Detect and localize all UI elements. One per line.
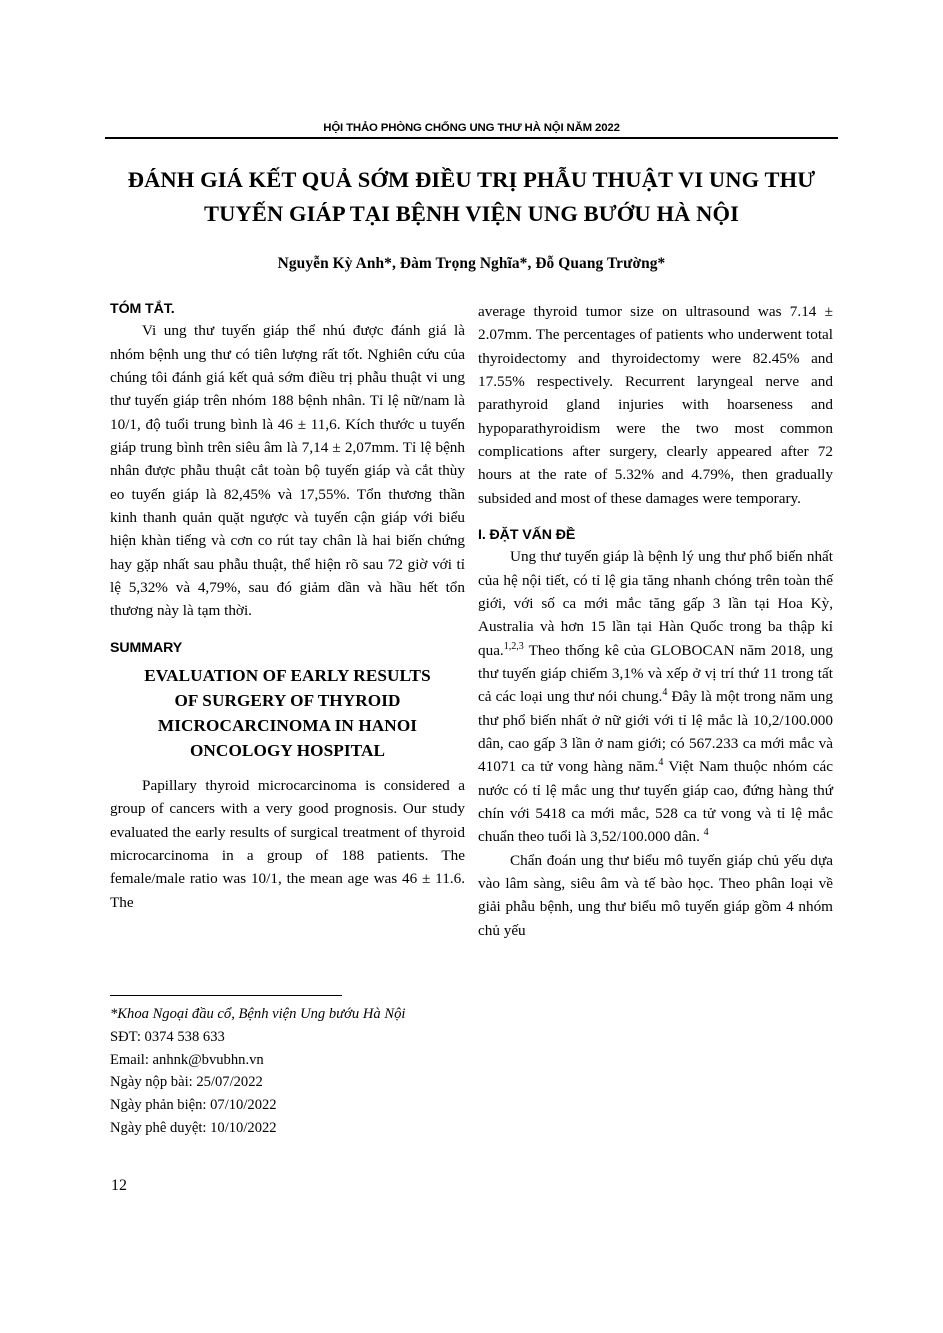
english-title: [110, 664, 465, 764]
abstract-paragraph-en-part1: Papillary thyroid microcarcinoma is considered a group of cancers with a very good prognosis. Our study evaluated the early results of surgical treatment of thyroid microcarcinoma in a group of 188 patients. The female/male ratio was 10/1, the mean age was 46 ± 11.6. The: [110, 776, 465, 911]
en-title-line-1: EVALUATION OF EARLY RESULTS: [144, 666, 431, 686]
abstract-paragraph-vi: Vi ung thư tuyến giáp thể nhú được đánh giá là nhóm bệnh ung thư có tiên lượng rất tốt. Nghiên cứu của chúng tôi đánh giá kết quả sớm điều trị phẫu thuật vi ung thư tuyến giáp trên nhóm 188 bệnh nhân. Tỉ lệ nữ/nam là 10/1, độ tuổi trung bình là 46 ± 11,6. Kích thước u tuyến giáp trung bình trên siêu âm là 7,14 ± 2,07mm. Tỉ lệ bệnh nhân được phẫu thuật cắt toàn bộ tuyến giáp và cắt thùy eo tuyến giáp là 82,45% và 17,55%. Tổn thương thần kinh thanh quản quặt ngược và tuyến cận giáp với biểu hiện khàn tiếng và cơn co rút tay chân là hai biến chứng hay gặp nhất sau phẫu thuật, thể hiện rõ sau 72 giờ với tỉ lệ 5,32% và 4,79%, sau đó giảm dần và hầu hết tổn thương này là tạm thời.: [110, 322, 465, 620]
footnote-email: Email: anhnk@bvubhn.vn: [110, 1051, 264, 1068]
right-column: [478, 300, 833, 942]
footnote-block: [110, 995, 465, 1140]
left-column: [110, 300, 465, 914]
running-head-rule: [105, 137, 838, 139]
intro-p1-segment-b: Theo thống kê của GLOBOCAN năm 2018, ung thư tuyến giáp chiếm 3,1% và xếp ở vị trí thứ 11 trong tất cả các loại ung thư nói chung.: [478, 641, 833, 706]
intro-p1-segment-c: Đây là một trong năm ung thư phổ biến nhất ở nữ giới với tỉ lệ mắc là 10,2/100.000 dân, cao gấp 3 lần ở nam giới; có 567.233 ca mới mắc và 41071 ca tử vong hàng năm.: [478, 688, 833, 776]
running-head-block: [105, 122, 838, 139]
intro-paragraph-1: [478, 545, 833, 848]
summary-heading-en: SUMMARY: [110, 639, 183, 656]
intro-p1-segment-a: Ung thư tuyến giáp là bệnh lý ung thư phổ biến nhất của hệ nội tiết, có tỉ lệ gia tăng nhanh chóng trên toàn thế giới, với số ca mới mắc tăng gấp 3 lần tại Hoa Kỳ, Australia và hơn 15 lần tại Hàn Quốc trong ba thập kỉ qua.: [478, 548, 833, 659]
running-head-text: HỘI THẢO PHÒNG CHỐNG UNG THƯ HÀ NỘI NĂM 2022: [323, 122, 620, 134]
authors-line: Nguyễn Kỳ Anh*, Đàm Trọng Nghĩa*, Đỗ Quang Trường*: [277, 255, 666, 272]
page-number: 12: [111, 1177, 127, 1194]
intro-p1-segment-d: Việt Nam thuộc nhóm các nước có tỉ lệ mắc ung thư tuyến giáp cao, đứng hàng thứ chín với 5418 ca mới mắc, 528 ca tử vong và tỉ lệ mắc chuẩn theo tuổi là 3,52/100.000 dân.: [478, 758, 833, 846]
footnote-affiliation: *Khoa Ngoại đầu cổ, Bệnh viện Ung bướu Hà Nội: [110, 1006, 406, 1022]
title-line-1: ĐÁNH GIÁ KẾT QUẢ SỚM ĐIỀU TRỊ PHẪU THUẬT VI UNG THƯ: [127, 167, 816, 192]
spacer: [478, 510, 833, 526]
footnote-rule: [110, 995, 342, 996]
footnote-phone: SĐT: 0374 538 633: [110, 1028, 225, 1045]
title-line-2: TUYẾN GIÁP TẠI BỆNH VIỆN UNG BƯỚU HÀ NỘI: [204, 201, 739, 227]
footnote-reviewed-date: Ngày phản biện: 07/10/2022: [110, 1097, 277, 1114]
page-title: [120, 163, 823, 231]
citation-ref-2: 4: [662, 687, 668, 699]
citation-ref-3: 4: [658, 757, 664, 769]
footnote-submitted-date: Ngày nộp bài: 25/07/2022: [110, 1074, 263, 1091]
spacer: [110, 623, 465, 639]
abstract-paragraph-en-part2: average thyroid tumor size on ultrasound was 7.14 ± 2.07mm. The percentages of patients who underwent total thyroidectomy and thyroidectomy were 82.45% and 17.55% respectively. Recurrent laryngeal nerve and parathyroid gland injuries with hoarseness and hypoparathyroidism were the two most common complications after surgery, clearly appeared after 72 hours at the rate of 5.32% and 4.79%, then gradually subsided and most of these damages were temporary.: [478, 303, 833, 507]
footnote-accepted-date: Ngày phê duyệt: 10/10/2022: [110, 1120, 277, 1137]
en-title-line-3: MICROCARCINOMA IN HANOI: [157, 716, 418, 736]
section-heading-introduction: I. ĐẶT VẤN ĐỀ: [478, 526, 576, 543]
spacer: [110, 764, 465, 774]
en-title-line-2: OF SURGERY OF THYROID: [174, 691, 401, 711]
en-title-line-4: ONCOLOGY HOSPITAL: [189, 740, 386, 760]
citation-ref-1: 1,2,3: [503, 640, 524, 652]
intro-paragraph-2: Chẩn đoán ung thư biểu mô tuyến giáp chủ yếu dựa vào lâm sàng, siêu âm và tế bào học. Theo phân loại về giải phẫu bệnh, ung thư biểu mô tuyến giáp gồm 4 nhóm chủ yếu: [478, 851, 833, 939]
abstract-heading-vi: TÓM TẮT.: [110, 301, 175, 317]
citation-ref-4: 4: [703, 827, 709, 839]
